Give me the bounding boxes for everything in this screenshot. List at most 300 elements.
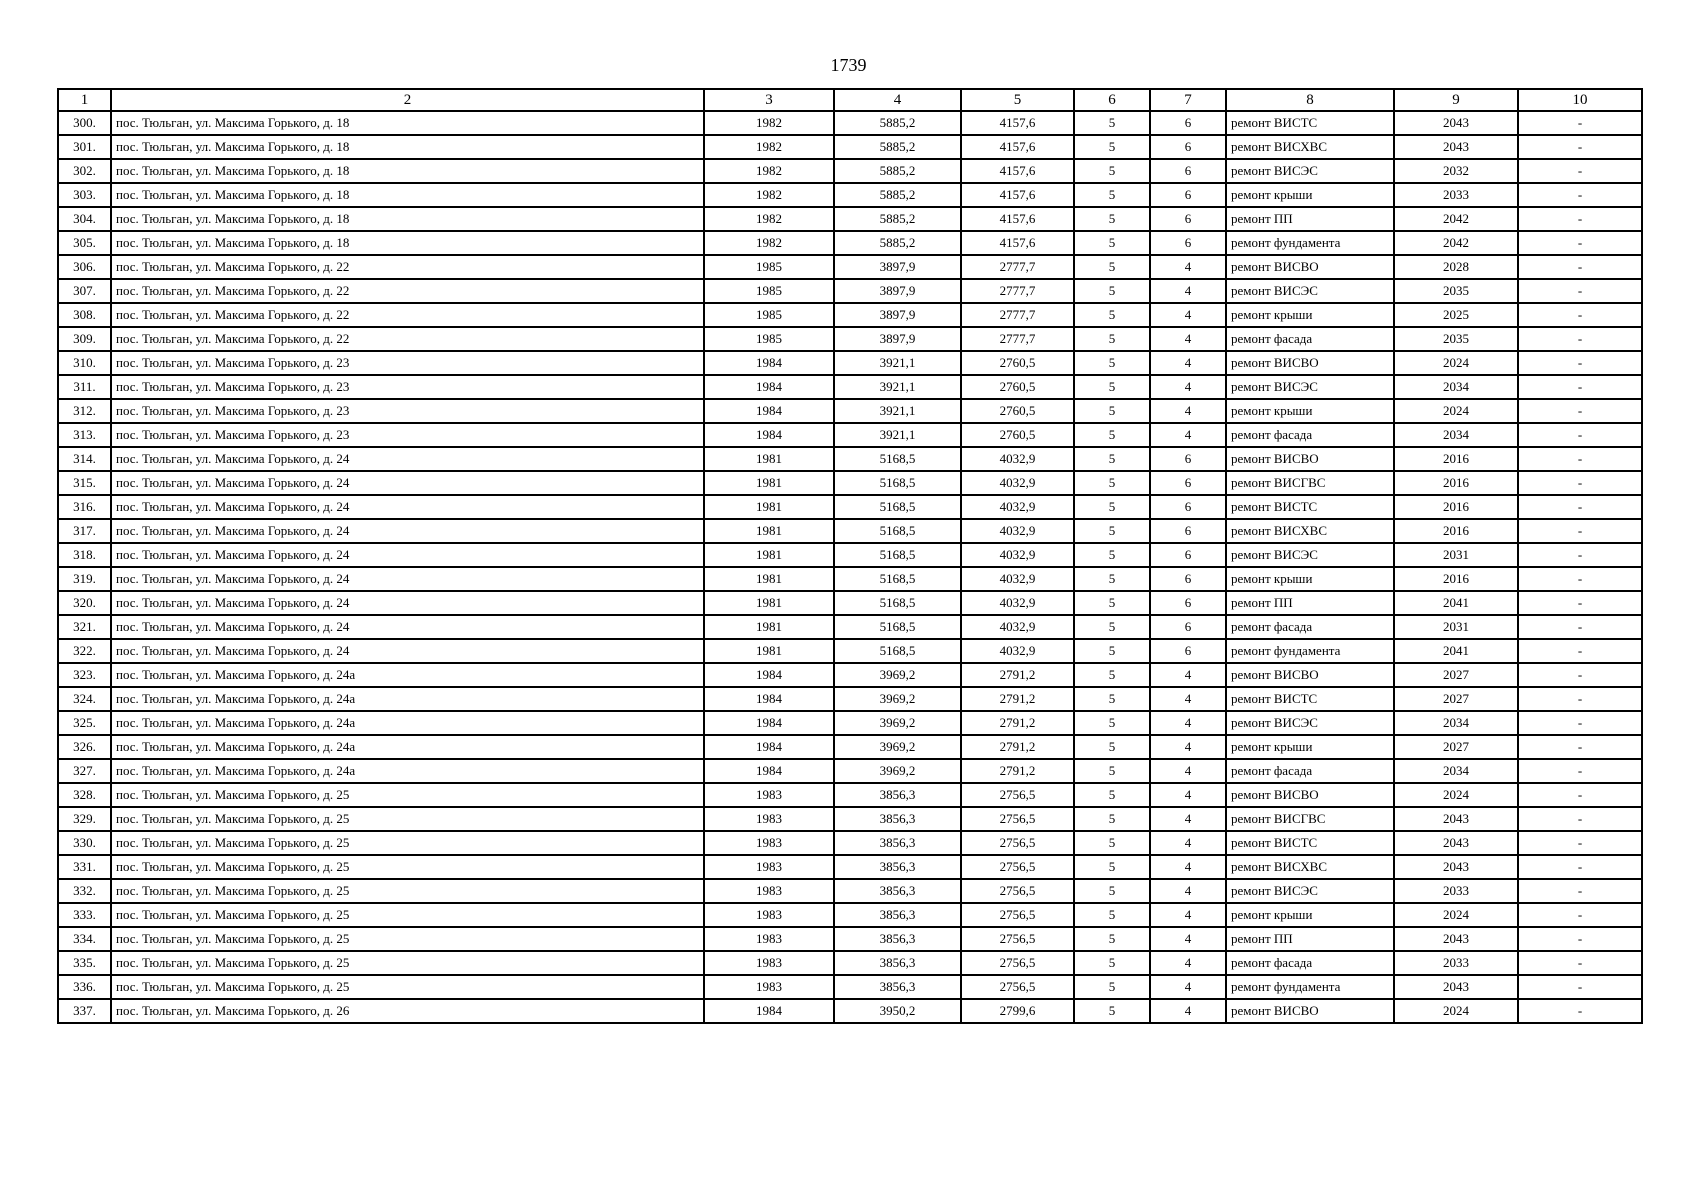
planned-year-cell: 2027 — [1394, 663, 1518, 687]
living-area-cell: 2760,5 — [961, 423, 1074, 447]
entrances-cell: 6 — [1150, 543, 1226, 567]
work-type-cell: ремонт ПП — [1226, 207, 1394, 231]
total-area-cell: 5168,5 — [834, 447, 961, 471]
note-cell: - — [1518, 471, 1642, 495]
living-area-cell: 2791,2 — [961, 711, 1074, 735]
planned-year-cell: 2043 — [1394, 135, 1518, 159]
planned-year-cell: 2042 — [1394, 231, 1518, 255]
row-number-cell: 306. — [58, 255, 111, 279]
row-number-cell: 303. — [58, 183, 111, 207]
entrances-cell: 4 — [1150, 999, 1226, 1023]
floors-cell: 5 — [1074, 375, 1150, 399]
note-cell: - — [1518, 543, 1642, 567]
work-type-cell: ремонт крыши — [1226, 567, 1394, 591]
address-cell: пос. Тюльган, ул. Максима Горького, д. 22 — [111, 255, 704, 279]
living-area-cell: 4032,9 — [961, 639, 1074, 663]
row-number-cell: 331. — [58, 855, 111, 879]
note-cell: - — [1518, 879, 1642, 903]
total-area-cell: 5885,2 — [834, 111, 961, 135]
floors-cell: 5 — [1074, 111, 1150, 135]
living-area-cell: 2777,7 — [961, 279, 1074, 303]
planned-year-cell: 2043 — [1394, 111, 1518, 135]
year-built-cell: 1982 — [704, 159, 834, 183]
row-number-cell: 313. — [58, 423, 111, 447]
living-area-cell: 2756,5 — [961, 855, 1074, 879]
row-number-cell: 329. — [58, 807, 111, 831]
address-cell: пос. Тюльган, ул. Максима Горького, д. 25 — [111, 783, 704, 807]
planned-year-cell: 2016 — [1394, 447, 1518, 471]
entrances-cell: 4 — [1150, 807, 1226, 831]
address-cell: пос. Тюльган, ул. Максима Горького, д. 24 — [111, 591, 704, 615]
total-area-cell: 3856,3 — [834, 855, 961, 879]
table-row — [58, 231, 1642, 255]
note-cell: - — [1518, 999, 1642, 1023]
note-cell: - — [1518, 207, 1642, 231]
living-area-cell: 2756,5 — [961, 879, 1074, 903]
entrances-cell: 6 — [1150, 567, 1226, 591]
year-built-cell: 1981 — [704, 639, 834, 663]
address-cell: пос. Тюльган, ул. Максима Горького, д. 25 — [111, 975, 704, 999]
row-number-cell: 337. — [58, 999, 111, 1023]
total-area-cell: 5885,2 — [834, 159, 961, 183]
work-type-cell: ремонт ВИСЭС — [1226, 159, 1394, 183]
table-body — [58, 111, 1642, 1023]
year-built-cell: 1983 — [704, 975, 834, 999]
planned-year-cell: 2024 — [1394, 351, 1518, 375]
table-row — [58, 303, 1642, 327]
total-area-cell: 3856,3 — [834, 831, 961, 855]
living-area-cell: 2777,7 — [961, 303, 1074, 327]
row-number-cell: 321. — [58, 615, 111, 639]
work-type-cell: ремонт ВИСВО — [1226, 999, 1394, 1023]
row-number-cell: 305. — [58, 231, 111, 255]
planned-year-cell: 2016 — [1394, 495, 1518, 519]
total-area-cell: 3856,3 — [834, 879, 961, 903]
note-cell: - — [1518, 399, 1642, 423]
address-cell: пос. Тюльган, ул. Максима Горького, д. 24 — [111, 447, 704, 471]
row-number-cell: 324. — [58, 687, 111, 711]
table-row — [58, 351, 1642, 375]
floors-cell: 5 — [1074, 423, 1150, 447]
year-built-cell: 1981 — [704, 471, 834, 495]
column-header-2: 2 — [111, 89, 704, 111]
table-row — [58, 927, 1642, 951]
planned-year-cell: 2043 — [1394, 975, 1518, 999]
total-area-cell: 3897,9 — [834, 279, 961, 303]
total-area-cell: 3921,1 — [834, 351, 961, 375]
planned-year-cell: 2027 — [1394, 735, 1518, 759]
planned-year-cell: 2034 — [1394, 423, 1518, 447]
entrances-cell: 4 — [1150, 687, 1226, 711]
row-number-cell: 326. — [58, 735, 111, 759]
year-built-cell: 1985 — [704, 279, 834, 303]
planned-year-cell: 2028 — [1394, 255, 1518, 279]
address-cell: пос. Тюльган, ул. Максима Горького, д. 25 — [111, 927, 704, 951]
entrances-cell: 6 — [1150, 495, 1226, 519]
total-area-cell: 5885,2 — [834, 183, 961, 207]
table-row — [58, 639, 1642, 663]
floors-cell: 5 — [1074, 303, 1150, 327]
work-type-cell: ремонт крыши — [1226, 735, 1394, 759]
entrances-cell: 4 — [1150, 855, 1226, 879]
living-area-cell: 2760,5 — [961, 399, 1074, 423]
entrances-cell: 4 — [1150, 735, 1226, 759]
address-cell: пос. Тюльган, ул. Максима Горького, д. 24а — [111, 687, 704, 711]
address-cell: пос. Тюльган, ул. Максима Горького, д. 18 — [111, 159, 704, 183]
floors-cell: 5 — [1074, 663, 1150, 687]
row-number-cell: 325. — [58, 711, 111, 735]
address-cell: пос. Тюльган, ул. Максима Горького, д. 24а — [111, 759, 704, 783]
entrances-cell: 4 — [1150, 255, 1226, 279]
table-row — [58, 519, 1642, 543]
living-area-cell: 4157,6 — [961, 207, 1074, 231]
planned-year-cell: 2024 — [1394, 999, 1518, 1023]
row-number-cell: 327. — [58, 759, 111, 783]
floors-cell: 5 — [1074, 855, 1150, 879]
address-cell: пос. Тюльган, ул. Максима Горького, д. 18 — [111, 111, 704, 135]
note-cell: - — [1518, 591, 1642, 615]
address-cell: пос. Тюльган, ул. Максима Горького, д. 25 — [111, 879, 704, 903]
table-row — [58, 831, 1642, 855]
table-row — [58, 879, 1642, 903]
work-type-cell: ремонт ВИСТС — [1226, 495, 1394, 519]
row-number-cell: 330. — [58, 831, 111, 855]
living-area-cell: 2777,7 — [961, 327, 1074, 351]
total-area-cell: 5885,2 — [834, 135, 961, 159]
table-row — [58, 855, 1642, 879]
year-built-cell: 1983 — [704, 927, 834, 951]
floors-cell: 5 — [1074, 471, 1150, 495]
floors-cell: 5 — [1074, 735, 1150, 759]
table-row — [58, 687, 1642, 711]
row-number-cell: 320. — [58, 591, 111, 615]
entrances-cell: 6 — [1150, 183, 1226, 207]
total-area-cell: 3897,9 — [834, 327, 961, 351]
year-built-cell: 1984 — [704, 711, 834, 735]
living-area-cell: 4032,9 — [961, 543, 1074, 567]
table-row — [58, 951, 1642, 975]
total-area-cell: 5168,5 — [834, 471, 961, 495]
entrances-cell: 4 — [1150, 951, 1226, 975]
floors-cell: 5 — [1074, 183, 1150, 207]
row-number-cell: 311. — [58, 375, 111, 399]
total-area-cell: 3856,3 — [834, 951, 961, 975]
entrances-cell: 4 — [1150, 711, 1226, 735]
row-number-cell: 335. — [58, 951, 111, 975]
year-built-cell: 1984 — [704, 759, 834, 783]
table-row — [58, 975, 1642, 999]
work-type-cell: ремонт фундамента — [1226, 231, 1394, 255]
row-number-cell: 301. — [58, 135, 111, 159]
entrances-cell: 4 — [1150, 903, 1226, 927]
year-built-cell: 1984 — [704, 999, 834, 1023]
note-cell: - — [1518, 759, 1642, 783]
work-type-cell: ремонт крыши — [1226, 183, 1394, 207]
note-cell: - — [1518, 231, 1642, 255]
address-cell: пос. Тюльган, ул. Максима Горького, д. 24 — [111, 471, 704, 495]
total-area-cell: 3921,1 — [834, 399, 961, 423]
row-number-cell: 310. — [58, 351, 111, 375]
entrances-cell: 4 — [1150, 879, 1226, 903]
entrances-cell: 4 — [1150, 327, 1226, 351]
row-number-cell: 323. — [58, 663, 111, 687]
note-cell: - — [1518, 975, 1642, 999]
note-cell: - — [1518, 375, 1642, 399]
floors-cell: 5 — [1074, 807, 1150, 831]
address-cell: пос. Тюльган, ул. Максима Горького, д. 24 — [111, 519, 704, 543]
year-built-cell: 1984 — [704, 735, 834, 759]
row-number-cell: 300. — [58, 111, 111, 135]
living-area-cell: 2756,5 — [961, 807, 1074, 831]
planned-year-cell: 2031 — [1394, 615, 1518, 639]
living-area-cell: 4157,6 — [961, 135, 1074, 159]
work-type-cell: ремонт ВИСХВС — [1226, 855, 1394, 879]
work-type-cell: ремонт фасада — [1226, 951, 1394, 975]
work-type-cell: ремонт ВИСГВС — [1226, 807, 1394, 831]
note-cell: - — [1518, 615, 1642, 639]
floors-cell: 5 — [1074, 759, 1150, 783]
living-area-cell: 4032,9 — [961, 567, 1074, 591]
work-type-cell: ремонт ПП — [1226, 927, 1394, 951]
planned-year-cell: 2041 — [1394, 639, 1518, 663]
total-area-cell: 5168,5 — [834, 639, 961, 663]
table-row — [58, 759, 1642, 783]
row-number-cell: 334. — [58, 927, 111, 951]
table-row — [58, 903, 1642, 927]
note-cell: - — [1518, 567, 1642, 591]
work-type-cell: ремонт крыши — [1226, 399, 1394, 423]
address-cell: пос. Тюльган, ул. Максима Горького, д. 23 — [111, 399, 704, 423]
column-header-9: 9 — [1394, 89, 1518, 111]
note-cell: - — [1518, 183, 1642, 207]
year-built-cell: 1983 — [704, 903, 834, 927]
work-type-cell: ремонт ВИСЭС — [1226, 879, 1394, 903]
floors-cell: 5 — [1074, 999, 1150, 1023]
address-cell: пос. Тюльган, ул. Максима Горького, д. 23 — [111, 423, 704, 447]
row-number-cell: 333. — [58, 903, 111, 927]
row-number-cell: 314. — [58, 447, 111, 471]
living-area-cell: 2791,2 — [961, 735, 1074, 759]
row-number-cell: 322. — [58, 639, 111, 663]
floors-cell: 5 — [1074, 207, 1150, 231]
address-cell: пос. Тюльган, ул. Максима Горького, д. 24а — [111, 735, 704, 759]
note-cell: - — [1518, 927, 1642, 951]
floors-cell: 5 — [1074, 687, 1150, 711]
entrances-cell: 4 — [1150, 759, 1226, 783]
table-row — [58, 543, 1642, 567]
column-header-6: 6 — [1074, 89, 1150, 111]
total-area-cell: 5885,2 — [834, 207, 961, 231]
row-number-cell: 312. — [58, 399, 111, 423]
total-area-cell: 5168,5 — [834, 519, 961, 543]
note-cell: - — [1518, 303, 1642, 327]
living-area-cell: 4032,9 — [961, 615, 1074, 639]
year-built-cell: 1981 — [704, 591, 834, 615]
work-type-cell: ремонт фасада — [1226, 759, 1394, 783]
work-type-cell: ремонт ВИСЭС — [1226, 375, 1394, 399]
year-built-cell: 1982 — [704, 207, 834, 231]
year-built-cell: 1981 — [704, 615, 834, 639]
floors-cell: 5 — [1074, 831, 1150, 855]
column-header-10: 10 — [1518, 89, 1642, 111]
address-cell: пос. Тюльган, ул. Максима Горького, д. 22 — [111, 279, 704, 303]
planned-year-cell: 2042 — [1394, 207, 1518, 231]
entrances-cell: 6 — [1150, 231, 1226, 255]
total-area-cell: 3950,2 — [834, 999, 961, 1023]
table-row — [58, 495, 1642, 519]
year-built-cell: 1985 — [704, 255, 834, 279]
floors-cell: 5 — [1074, 519, 1150, 543]
work-type-cell: ремонт ВИСВО — [1226, 351, 1394, 375]
total-area-cell: 5168,5 — [834, 543, 961, 567]
year-built-cell: 1981 — [704, 567, 834, 591]
year-built-cell: 1983 — [704, 831, 834, 855]
living-area-cell: 2791,2 — [961, 663, 1074, 687]
table-row — [58, 375, 1642, 399]
entrances-cell: 4 — [1150, 279, 1226, 303]
work-type-cell: ремонт фасада — [1226, 423, 1394, 447]
work-type-cell: ремонт ВИСТС — [1226, 111, 1394, 135]
address-cell: пос. Тюльган, ул. Максима Горького, д. 25 — [111, 951, 704, 975]
planned-year-cell: 2033 — [1394, 951, 1518, 975]
table-row — [58, 471, 1642, 495]
work-type-cell: ремонт ВИСТС — [1226, 687, 1394, 711]
planned-year-cell: 2032 — [1394, 159, 1518, 183]
total-area-cell: 3969,2 — [834, 735, 961, 759]
living-area-cell: 2756,5 — [961, 951, 1074, 975]
year-built-cell: 1984 — [704, 687, 834, 711]
address-cell: пос. Тюльган, ул. Максима Горького, д. 25 — [111, 807, 704, 831]
planned-year-cell: 2024 — [1394, 399, 1518, 423]
work-type-cell: ремонт фундамента — [1226, 639, 1394, 663]
entrances-cell: 4 — [1150, 399, 1226, 423]
living-area-cell: 4032,9 — [961, 447, 1074, 471]
address-cell: пос. Тюльган, ул. Максима Горького, д. 18 — [111, 183, 704, 207]
work-type-cell: ремонт ВИСХВС — [1226, 135, 1394, 159]
work-type-cell: ремонт фасада — [1226, 327, 1394, 351]
work-type-cell: ремонт крыши — [1226, 303, 1394, 327]
entrances-cell: 4 — [1150, 831, 1226, 855]
total-area-cell: 3856,3 — [834, 927, 961, 951]
total-area-cell: 3856,3 — [834, 783, 961, 807]
floors-cell: 5 — [1074, 711, 1150, 735]
note-cell: - — [1518, 279, 1642, 303]
planned-year-cell: 2035 — [1394, 327, 1518, 351]
work-type-cell: ремонт ВИСВО — [1226, 663, 1394, 687]
row-number-cell: 316. — [58, 495, 111, 519]
address-cell: пос. Тюльган, ул. Максима Горького, д. 24 — [111, 495, 704, 519]
table-row — [58, 591, 1642, 615]
address-cell: пос. Тюльган, ул. Максима Горького, д. 24а — [111, 663, 704, 687]
table-row — [58, 783, 1642, 807]
total-area-cell: 5885,2 — [834, 231, 961, 255]
floors-cell: 5 — [1074, 279, 1150, 303]
total-area-cell: 5168,5 — [834, 591, 961, 615]
planned-year-cell: 2043 — [1394, 855, 1518, 879]
living-area-cell: 4032,9 — [961, 591, 1074, 615]
planned-year-cell: 2034 — [1394, 759, 1518, 783]
year-built-cell: 1981 — [704, 447, 834, 471]
entrances-cell: 6 — [1150, 447, 1226, 471]
living-area-cell: 2760,5 — [961, 351, 1074, 375]
note-cell: - — [1518, 711, 1642, 735]
floors-cell: 5 — [1074, 327, 1150, 351]
planned-year-cell: 2034 — [1394, 711, 1518, 735]
year-built-cell: 1981 — [704, 495, 834, 519]
living-area-cell: 2756,5 — [961, 783, 1074, 807]
year-built-cell: 1983 — [704, 783, 834, 807]
entrances-cell: 6 — [1150, 519, 1226, 543]
address-cell: пос. Тюльган, ул. Максима Горького, д. 18 — [111, 135, 704, 159]
work-type-cell: ремонт ВИСТС — [1226, 831, 1394, 855]
address-cell: пос. Тюльган, ул. Максима Горького, д. 22 — [111, 303, 704, 327]
planned-year-cell: 2016 — [1394, 471, 1518, 495]
address-cell: пос. Тюльган, ул. Максима Горького, д. 25 — [111, 831, 704, 855]
year-built-cell: 1984 — [704, 375, 834, 399]
total-area-cell: 5168,5 — [834, 567, 961, 591]
planned-year-cell: 2016 — [1394, 567, 1518, 591]
address-cell: пос. Тюльган, ул. Максима Горького, д. 25 — [111, 903, 704, 927]
note-cell: - — [1518, 783, 1642, 807]
note-cell: - — [1518, 255, 1642, 279]
note-cell: - — [1518, 831, 1642, 855]
entrances-cell: 6 — [1150, 639, 1226, 663]
planned-year-cell: 2034 — [1394, 375, 1518, 399]
entrances-cell: 4 — [1150, 303, 1226, 327]
year-built-cell: 1982 — [704, 183, 834, 207]
living-area-cell: 4157,6 — [961, 159, 1074, 183]
entrances-cell: 6 — [1150, 591, 1226, 615]
note-cell: - — [1518, 687, 1642, 711]
table-row — [58, 423, 1642, 447]
work-type-cell: ремонт ВИСЭС — [1226, 543, 1394, 567]
total-area-cell: 3921,1 — [834, 423, 961, 447]
total-area-cell: 3969,2 — [834, 687, 961, 711]
floors-cell: 5 — [1074, 615, 1150, 639]
table-row — [58, 447, 1642, 471]
work-type-cell: ремонт ВИСВО — [1226, 255, 1394, 279]
address-cell: пос. Тюльган, ул. Максима Горького, д. 22 — [111, 327, 704, 351]
row-number-cell: 315. — [58, 471, 111, 495]
total-area-cell: 3969,2 — [834, 663, 961, 687]
address-cell: пос. Тюльган, ул. Максима Горького, д. 24 — [111, 567, 704, 591]
row-number-cell: 309. — [58, 327, 111, 351]
entrances-cell: 6 — [1150, 159, 1226, 183]
year-built-cell: 1982 — [704, 111, 834, 135]
table-row — [58, 663, 1642, 687]
table-row — [58, 999, 1642, 1023]
note-cell: - — [1518, 519, 1642, 543]
floors-cell: 5 — [1074, 951, 1150, 975]
total-area-cell: 3897,9 — [834, 303, 961, 327]
year-built-cell: 1982 — [704, 135, 834, 159]
living-area-cell: 4032,9 — [961, 471, 1074, 495]
note-cell: - — [1518, 351, 1642, 375]
row-number-cell: 307. — [58, 279, 111, 303]
table-row — [58, 615, 1642, 639]
living-area-cell: 2760,5 — [961, 375, 1074, 399]
row-number-cell: 302. — [58, 159, 111, 183]
address-cell: пос. Тюльган, ул. Максима Горького, д. 24а — [111, 711, 704, 735]
column-header-1: 1 — [58, 89, 111, 111]
planned-year-cell: 2033 — [1394, 879, 1518, 903]
entrances-cell: 4 — [1150, 423, 1226, 447]
table-row — [58, 807, 1642, 831]
planned-year-cell: 2025 — [1394, 303, 1518, 327]
floors-cell: 5 — [1074, 591, 1150, 615]
year-built-cell: 1983 — [704, 855, 834, 879]
year-built-cell: 1981 — [704, 543, 834, 567]
